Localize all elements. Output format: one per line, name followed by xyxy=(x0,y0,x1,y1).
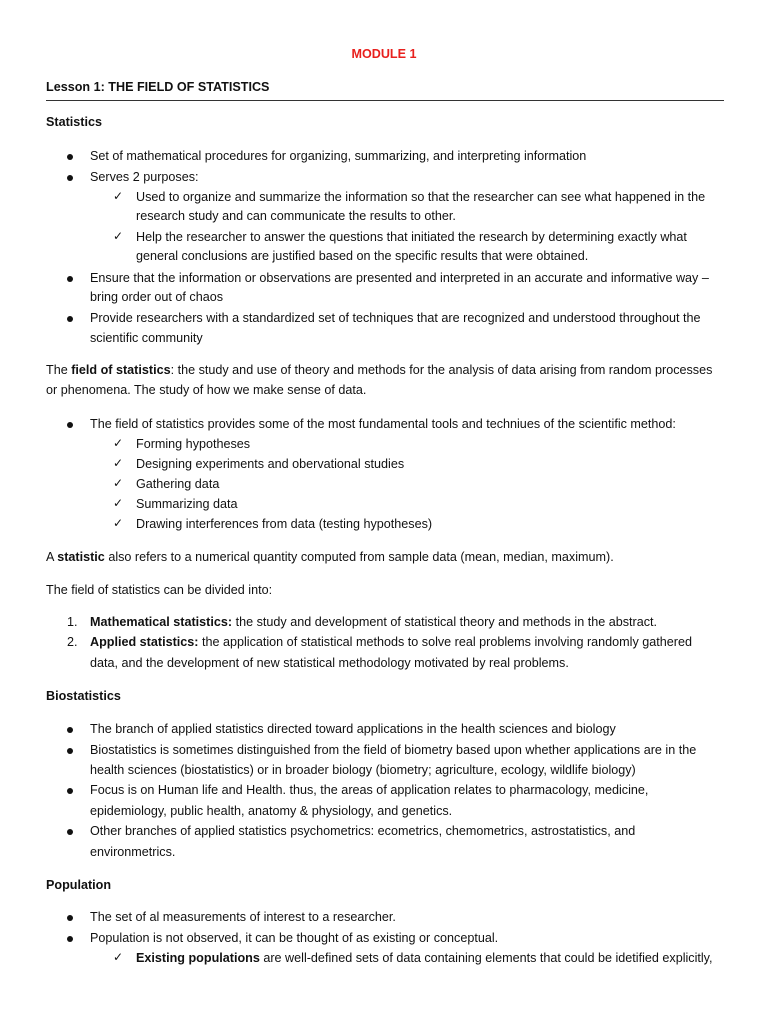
statistics-bullet-3-line-1: Ensure that the information or observations are presented and interpreted in an accurate and informative way – xyxy=(90,271,709,285)
purpose-1-line-2: research study and can communicate the results to other. xyxy=(136,209,456,223)
biostatistics-bullet-4-line-1: Other branches of applied statistics psychometrics: ecometrics, chemometrics, astrostatistics, and xyxy=(90,824,636,838)
biostatistics-bullet-2-line-2: health sciences (biostatistics) or in broader biology (biometry; agriculture, ecology, wildlife biology) xyxy=(90,763,636,777)
method-step: Summarizing data xyxy=(136,497,238,511)
bullet-icon xyxy=(67,829,73,835)
population-bullet-2: Population is not observed, it can be thought of as existing or conceptual. xyxy=(90,931,499,945)
biostatistics-bullet-3-line-1: Focus is on Human life and Health. thus, the areas of application relates to pharmacology, medicine, xyxy=(90,783,649,797)
method-step: Gathering data xyxy=(136,477,220,491)
bullet-icon xyxy=(67,727,73,733)
statistics-bullet-1: Set of mathematical procedures for organizing, summarizing, and interpreting information xyxy=(90,149,587,163)
title-divider xyxy=(46,100,724,101)
list-number: 1. xyxy=(67,615,78,629)
bullet-icon xyxy=(67,175,73,181)
bullet-icon xyxy=(67,276,73,282)
method-step: Drawing interferences from data (testing hypotheses) xyxy=(136,517,433,531)
applied-statistics-line-2: data, and the development of new statistical methodology motivated by real problems. xyxy=(90,656,569,670)
list-number: 2. xyxy=(67,635,78,649)
statistics-bullet-2: Serves 2 purposes: xyxy=(90,170,199,184)
mathematical-statistics-item: Mathematical statistics: the study and development of statistical theory and methods in the abstract. xyxy=(90,615,658,629)
statistics-bullet-4-line-2: scientific community xyxy=(90,331,203,345)
divisions-intro: The field of statistics can be divided into: xyxy=(46,583,273,597)
bullet-icon xyxy=(67,748,73,754)
checkmark-icon: ✓ xyxy=(113,516,124,530)
bullet-icon xyxy=(67,788,73,794)
lesson-title: Lesson 1: THE FIELD OF STATISTICS xyxy=(46,80,270,94)
checkmark-icon: ✓ xyxy=(113,456,124,470)
checkmark-icon: ✓ xyxy=(113,496,124,510)
applied-statistics-item: Applied statistics: the application of statistical methods to solve real problems involving randomly gathered xyxy=(90,635,692,649)
checkmark-icon: ✓ xyxy=(113,476,124,490)
bullet-icon xyxy=(67,154,73,160)
checkmark-icon: ✓ xyxy=(113,950,124,964)
bullet-icon xyxy=(67,422,73,428)
statistics-bullet-4-line-1: Provide researchers with a standardized set of techniques that are recognized and understood throughout the xyxy=(90,311,701,325)
checkmark-icon: ✓ xyxy=(113,436,124,450)
purpose-1-line-1: Used to organize and summarize the information so that the researcher can see what happened in the xyxy=(136,190,706,204)
checkmark-icon: ✓ xyxy=(113,189,124,203)
biostatistics-bullet-4-line-2: environmetrics. xyxy=(90,845,176,859)
bullet-icon xyxy=(67,316,73,322)
purpose-2-line-2: general conclusions are justified based on the specific results that were obtained. xyxy=(136,249,589,263)
biostatistics-bullet-3-line-2: epidemiology, public health, anatomy & physiology, and genetics. xyxy=(90,804,453,818)
method-step: Forming hypotheses xyxy=(136,437,251,451)
statistics-heading: Statistics xyxy=(46,115,102,129)
bullet-icon xyxy=(67,915,73,921)
statistic-definition: A statistic also refers to a numerical quantity computed from sample data (mean, median, maximum). xyxy=(46,550,614,564)
biostatistics-bullet-1: The branch of applied statistics directed toward applications in the health sciences and biology xyxy=(90,722,616,736)
biostatistics-bullet-2-line-1: Biostatistics is sometimes distinguished from the field of biometry based upon whether applications are in the xyxy=(90,743,697,757)
module-title: MODULE 1 xyxy=(351,47,417,61)
method-step: Designing experiments and obervational studies xyxy=(136,457,405,471)
bullet-icon xyxy=(67,936,73,942)
population-bullet-1: The set of al measurements of interest to a researcher. xyxy=(90,910,396,924)
field-definition-line-2: or phenomena. The study of how we make sense of data. xyxy=(46,383,367,397)
biostatistics-heading: Biostatistics xyxy=(46,689,121,703)
field-tools-bullet: The field of statistics provides some of the most fundamental tools and techniues of the scientific method: xyxy=(90,417,676,431)
field-definition-line-1: The field of statistics: the study and use of theory and methods for the analysis of data arising from random processes xyxy=(46,363,713,377)
purpose-2-line-1: Help the researcher to answer the questions that initiated the research by determining exactly what xyxy=(136,230,687,244)
existing-populations-item: Existing populations are well-defined sets of data containing elements that could be idetified explicitly, xyxy=(136,951,713,965)
statistics-bullet-3-line-2: bring order out of chaos xyxy=(90,290,224,304)
checkmark-icon: ✓ xyxy=(113,229,124,243)
population-heading: Population xyxy=(46,878,112,892)
